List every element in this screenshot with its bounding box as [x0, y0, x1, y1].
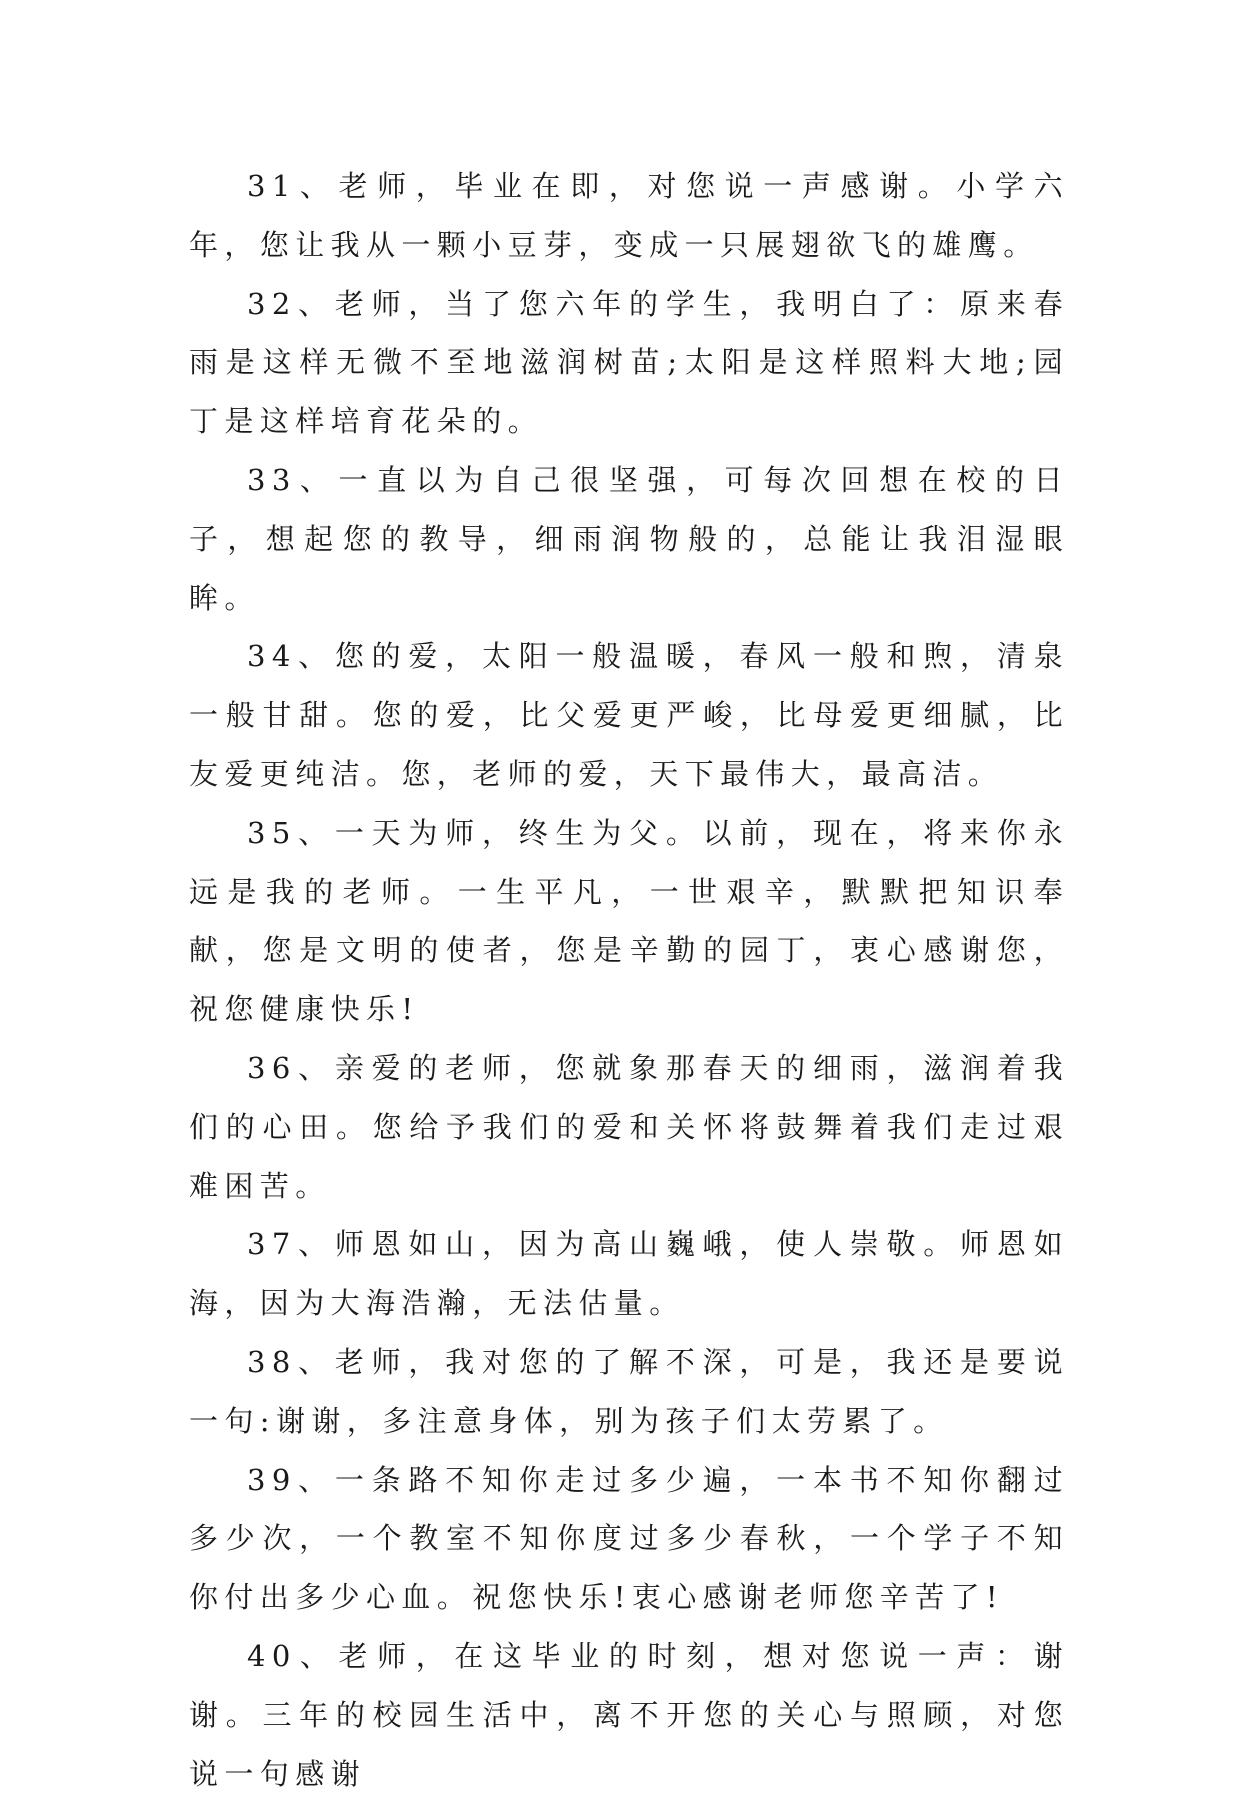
paragraph-36: 36、亲爱的老师，您就象那春天的细雨，滋润着我们的心田。您给予我们的爱和关怀将鼓舞着我们走过艰难困苦。 — [189, 1050, 1069, 1203]
paragraph-37: 37、师恩如山，因为高山巍峨，使人崇敬。师恩如海，因为大海浩瀚，无法估量。 — [189, 1227, 1069, 1321]
paragraph-38: 38、老师，我对您的了解不深，可是，我还是要说一句:谢谢，多注意身体，别为孩子们太劳累了。 — [189, 1344, 1069, 1438]
paragraph-33: 33、一直以为自己很坚强，可每次回想在校的日子，想起您的教导，细雨润物般的，总能让我泪湿眼眸。 — [189, 462, 1069, 615]
paragraph-35: 35、一天为师，终生为父。以前，现在，将来你永远是我的老师。一生平凡，一世艰辛，默默把知识奉献，您是文明的使者，您是辛勤的园丁，衷心感谢您，祝您健康快乐! — [189, 815, 1069, 1027]
document-body — [189, 157, 1069, 1803]
paragraph-39: 39、一条路不知你走过多少遍，一本书不知你翻过多少次，一个教室不知你度过多少春秋，一个学子不知你付出多少心血。祝您快乐!衷心感谢老师您辛苦了! — [189, 1462, 1069, 1615]
paragraph-32: 32、老师，当了您六年的学生，我明白了：原来春雨是这样无微不至地滋润树苗;太阳是这样照料大地;园丁是这样培育花朵的。 — [189, 286, 1069, 439]
paragraph-34: 34、您的爱，太阳一般温暖，春风一般和煦，清泉一般甘甜。您的爱，比父爱更严峻，比母爱更细腻，比友爱更纯洁。您，老师的爱，天下最伟大，最高洁。 — [189, 639, 1069, 791]
paragraph-31: 31、老师，毕业在即，对您说一声感谢。小学六年，您让我从一颗小豆芽，变成一只展翅欲飞的雄鹰。 — [189, 169, 1069, 262]
paragraph-40: 40、老师，在这毕业的时刻，想对您说一声：谢谢。三年的校园生活中，离不开您的关心与照顾，对您说一句感谢 — [189, 1638, 1069, 1791]
